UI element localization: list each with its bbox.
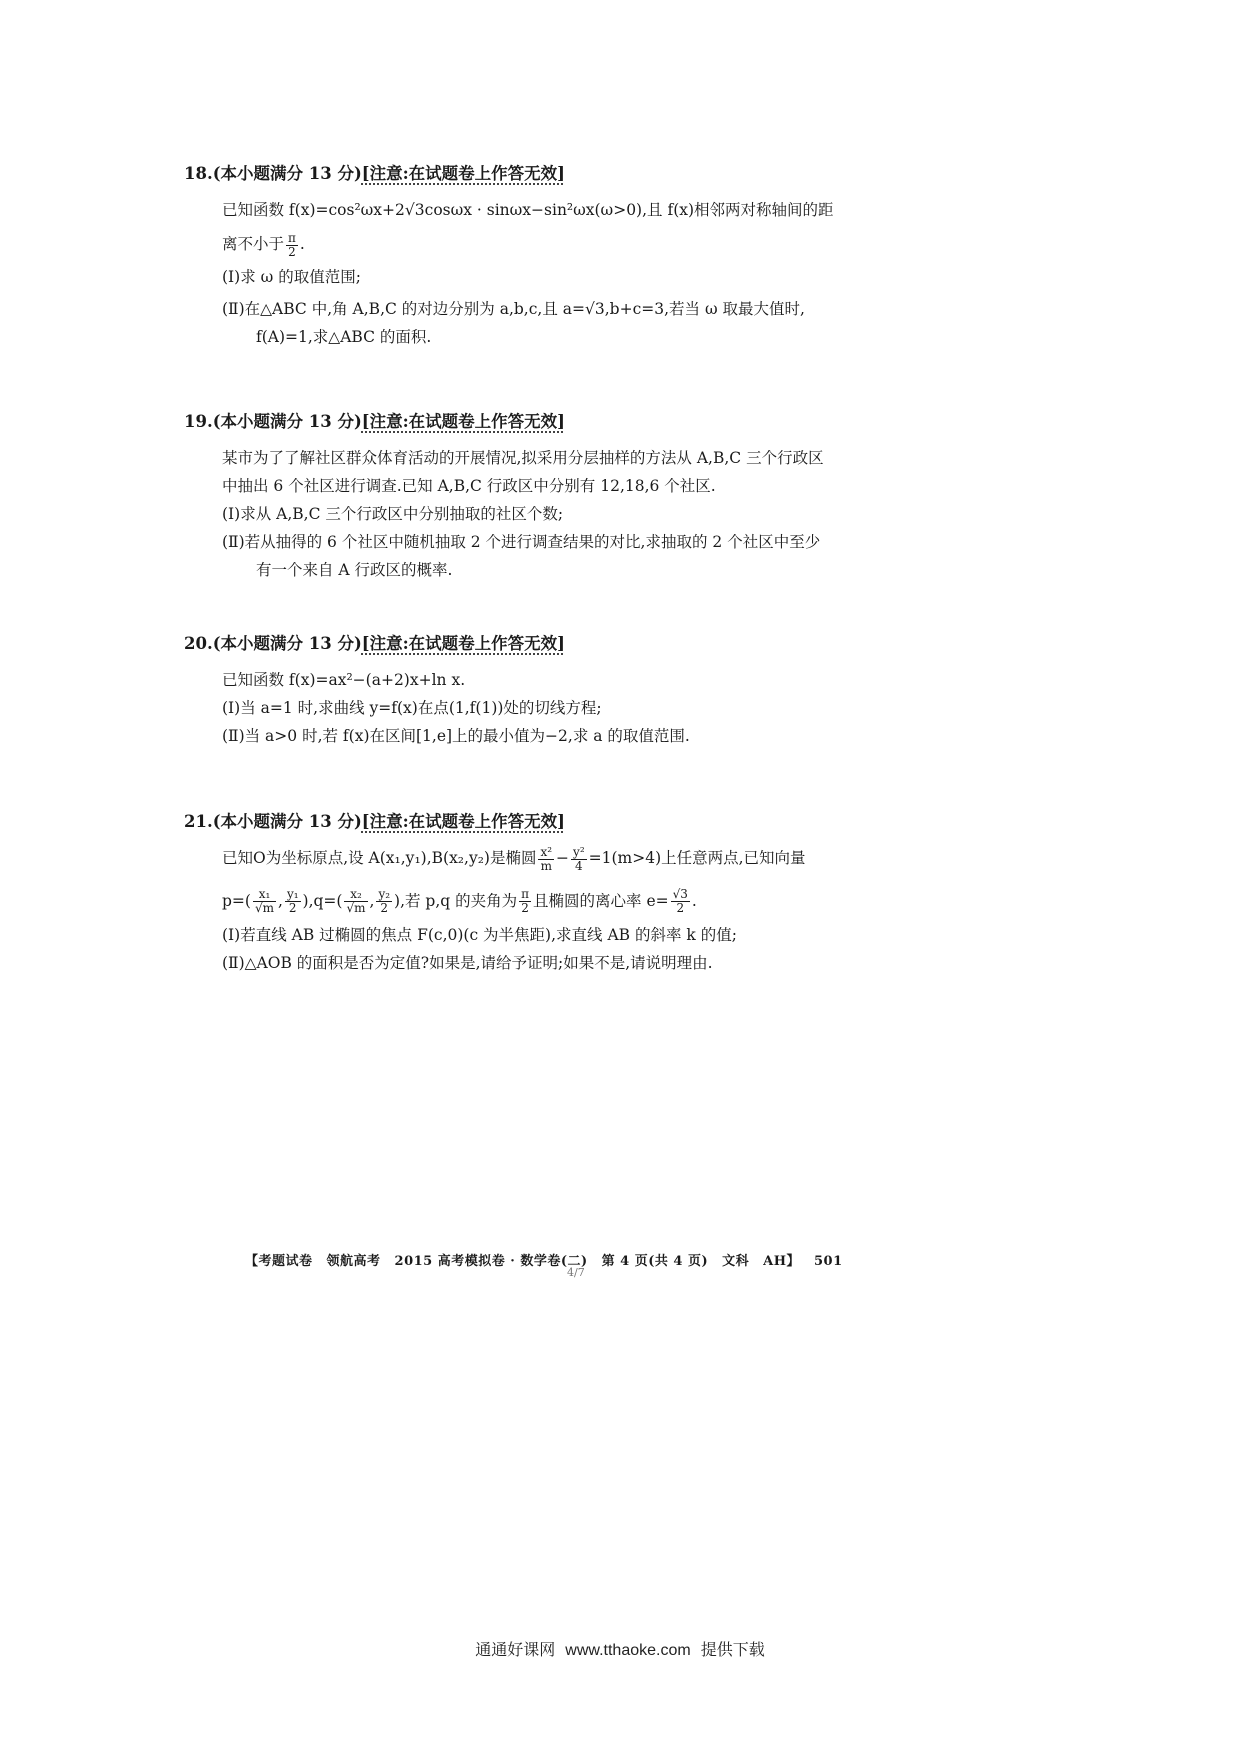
footer-subject: 文科 — [722, 1254, 750, 1269]
footer-code: 501 — [814, 1254, 843, 1269]
question-18-note: [注意:在试题卷上作答无效] — [361, 164, 565, 183]
question-18-intro-line-1: 已知函数 f(x)=cos²ωx+2√3cosωx · sinωx−sin²ωx(ω>0),且 f(x)相邻两对称轴间的距 — [222, 201, 834, 219]
ellipse-y-term: $\frac{\text{y²}}{4}$ — [573, 844, 585, 873]
question-19-intro-line-2: 中抽出 6 个社区进行调查.已知 A,B,C 行政区中分别有 12,18,6 个社区. — [222, 477, 716, 495]
question-21-note: [注意:在试题卷上作答无效] — [361, 812, 565, 831]
ellipse-x-term: $\frac{\text{x²}}{m}$ — [540, 844, 553, 873]
page-number: 4/7 — [567, 1266, 585, 1279]
question-21-part-2: (Ⅱ)△AOB 的面积是否为定值?如果是,请给予证明;如果不是,请说明理由. — [222, 954, 713, 972]
site-name: 通通好课网 — [475, 1642, 556, 1659]
question-21-intro-line-2: p=( $\frac{\text{x₁}}{√m}$ , $\frac{\text{y₁}}{2}$ ),q=( $\frac{\text{x₂}}{√m}$ , $\frac{\text{y₂}}{2}$ ),若 p,q 的夹角为 $\frac{\pi}{2}$ 且椭圆的离心率 e= $\frac{√3}{2}$ . — [222, 887, 697, 915]
question-21-intro-line-1: 已知O为坐标原点,设 A(x₁,y₁),B(x₂,y₂)是椭圆 $\frac{\text{x²}}{m}$ − $\frac{\text{y²}}{4}$ =1(m>4)上任意两点,已知向量 — [222, 844, 806, 873]
footer-brand-2: 领航高考 — [326, 1254, 381, 1269]
footer-exam: 2015 高考模拟卷 · 数学卷(二) — [394, 1254, 588, 1269]
question-20-note: [注意:在试题卷上作答无效] — [361, 634, 565, 653]
site-url[interactable]: www.tthaoke.com — [565, 1642, 691, 1659]
q-x-term: $\frac{\text{x₂}}{√m}$ — [346, 887, 366, 915]
question-18-number: 18.(本小题满分 13 分) — [184, 164, 362, 183]
footer-region: AH】 — [763, 1254, 801, 1269]
site-action: 提供下载 — [700, 1642, 765, 1659]
question-19-part-2-cont: 有一个来自 A 行政区的概率. — [256, 561, 453, 579]
question-21-title — [184, 808, 972, 836]
question-18-intro-line-2: 离不小于 $\frac{\pi}{2}$ . — [222, 230, 305, 259]
question-18-part-2: (Ⅱ)在△ABC 中,角 A,B,C 的对边分别为 a,b,c,且 a=√3,b+c=3,若当 ω 取最大值时, — [222, 299, 805, 318]
eccentricity-fraction: $\frac{√3}{2}$ — [672, 887, 688, 915]
q-y-term: $\frac{\text{y₂}}{2}$ — [378, 887, 391, 915]
question-18 — [184, 160, 972, 351]
question-20-title — [184, 630, 972, 658]
question-19-part-1: (Ⅰ)求从 A,B,C 三个行政区中分别抽取的社区个数; — [222, 505, 564, 523]
question-20-part-2: (Ⅱ)当 a>0 时,若 f(x)在区间[1,e]上的最小值为−2,求 a 的取值范围. — [222, 727, 690, 745]
question-19-number: 19.(本小题满分 13 分) — [184, 412, 362, 431]
question-19-part-2: (Ⅱ)若从抽得的 6 个社区中随机抽取 2 个进行调查结果的对比,求抽取的 2 个社区中至少 — [222, 533, 821, 551]
question-19 — [184, 408, 972, 584]
exam-footer — [245, 1250, 945, 1269]
question-21 — [184, 808, 972, 977]
question-21-number: 21.(本小题满分 13 分) — [184, 812, 362, 831]
question-18-part-2-cont: f(A)=1,求△ABC 的面积. — [256, 327, 432, 346]
question-18-intro-prefix: 离不小于 — [222, 235, 285, 253]
question-18-title — [184, 160, 972, 188]
question-21-part-1: (Ⅰ)若直线 AB 过椭圆的焦点 F(c,0)(c 为半焦距),求直线 AB 的斜率 k 的值; — [222, 926, 737, 944]
footer-page-info: 第 4 页(共 4 页) — [601, 1254, 709, 1269]
question-20-number: 20.(本小题满分 13 分) — [184, 634, 362, 653]
question-20 — [184, 630, 972, 750]
question-19-intro-line-1: 某市为了了解社区群众体育活动的开展情况,拟采用分层抽样的方法从 A,B,C 三个行政区 — [222, 449, 824, 467]
question-18-part-1: (Ⅰ)求 ω 的取值范围; — [222, 267, 361, 286]
question-19-title — [184, 408, 972, 436]
p-y-term: $\frac{\text{y₁}}{2}$ — [286, 887, 299, 915]
p-x-term: $\frac{\text{x₁}}{√m}$ — [254, 887, 274, 915]
angle-fraction: $\frac{\pi}{2}$ — [521, 887, 530, 915]
site-credit — [0, 1637, 1240, 1660]
pi-over-2-fraction: $\frac{\pi}{2}$ — [288, 230, 296, 259]
question-20-part-1: (Ⅰ)当 a=1 时,求曲线 y=f(x)在点(1,f(1))处的切线方程; — [222, 699, 602, 717]
question-19-note: [注意:在试题卷上作答无效] — [361, 412, 565, 431]
footer-brand-1: 【考题试卷 — [245, 1254, 313, 1269]
question-20-intro: 已知函数 f(x)=ax²−(a+2)x+ln x. — [222, 671, 466, 689]
